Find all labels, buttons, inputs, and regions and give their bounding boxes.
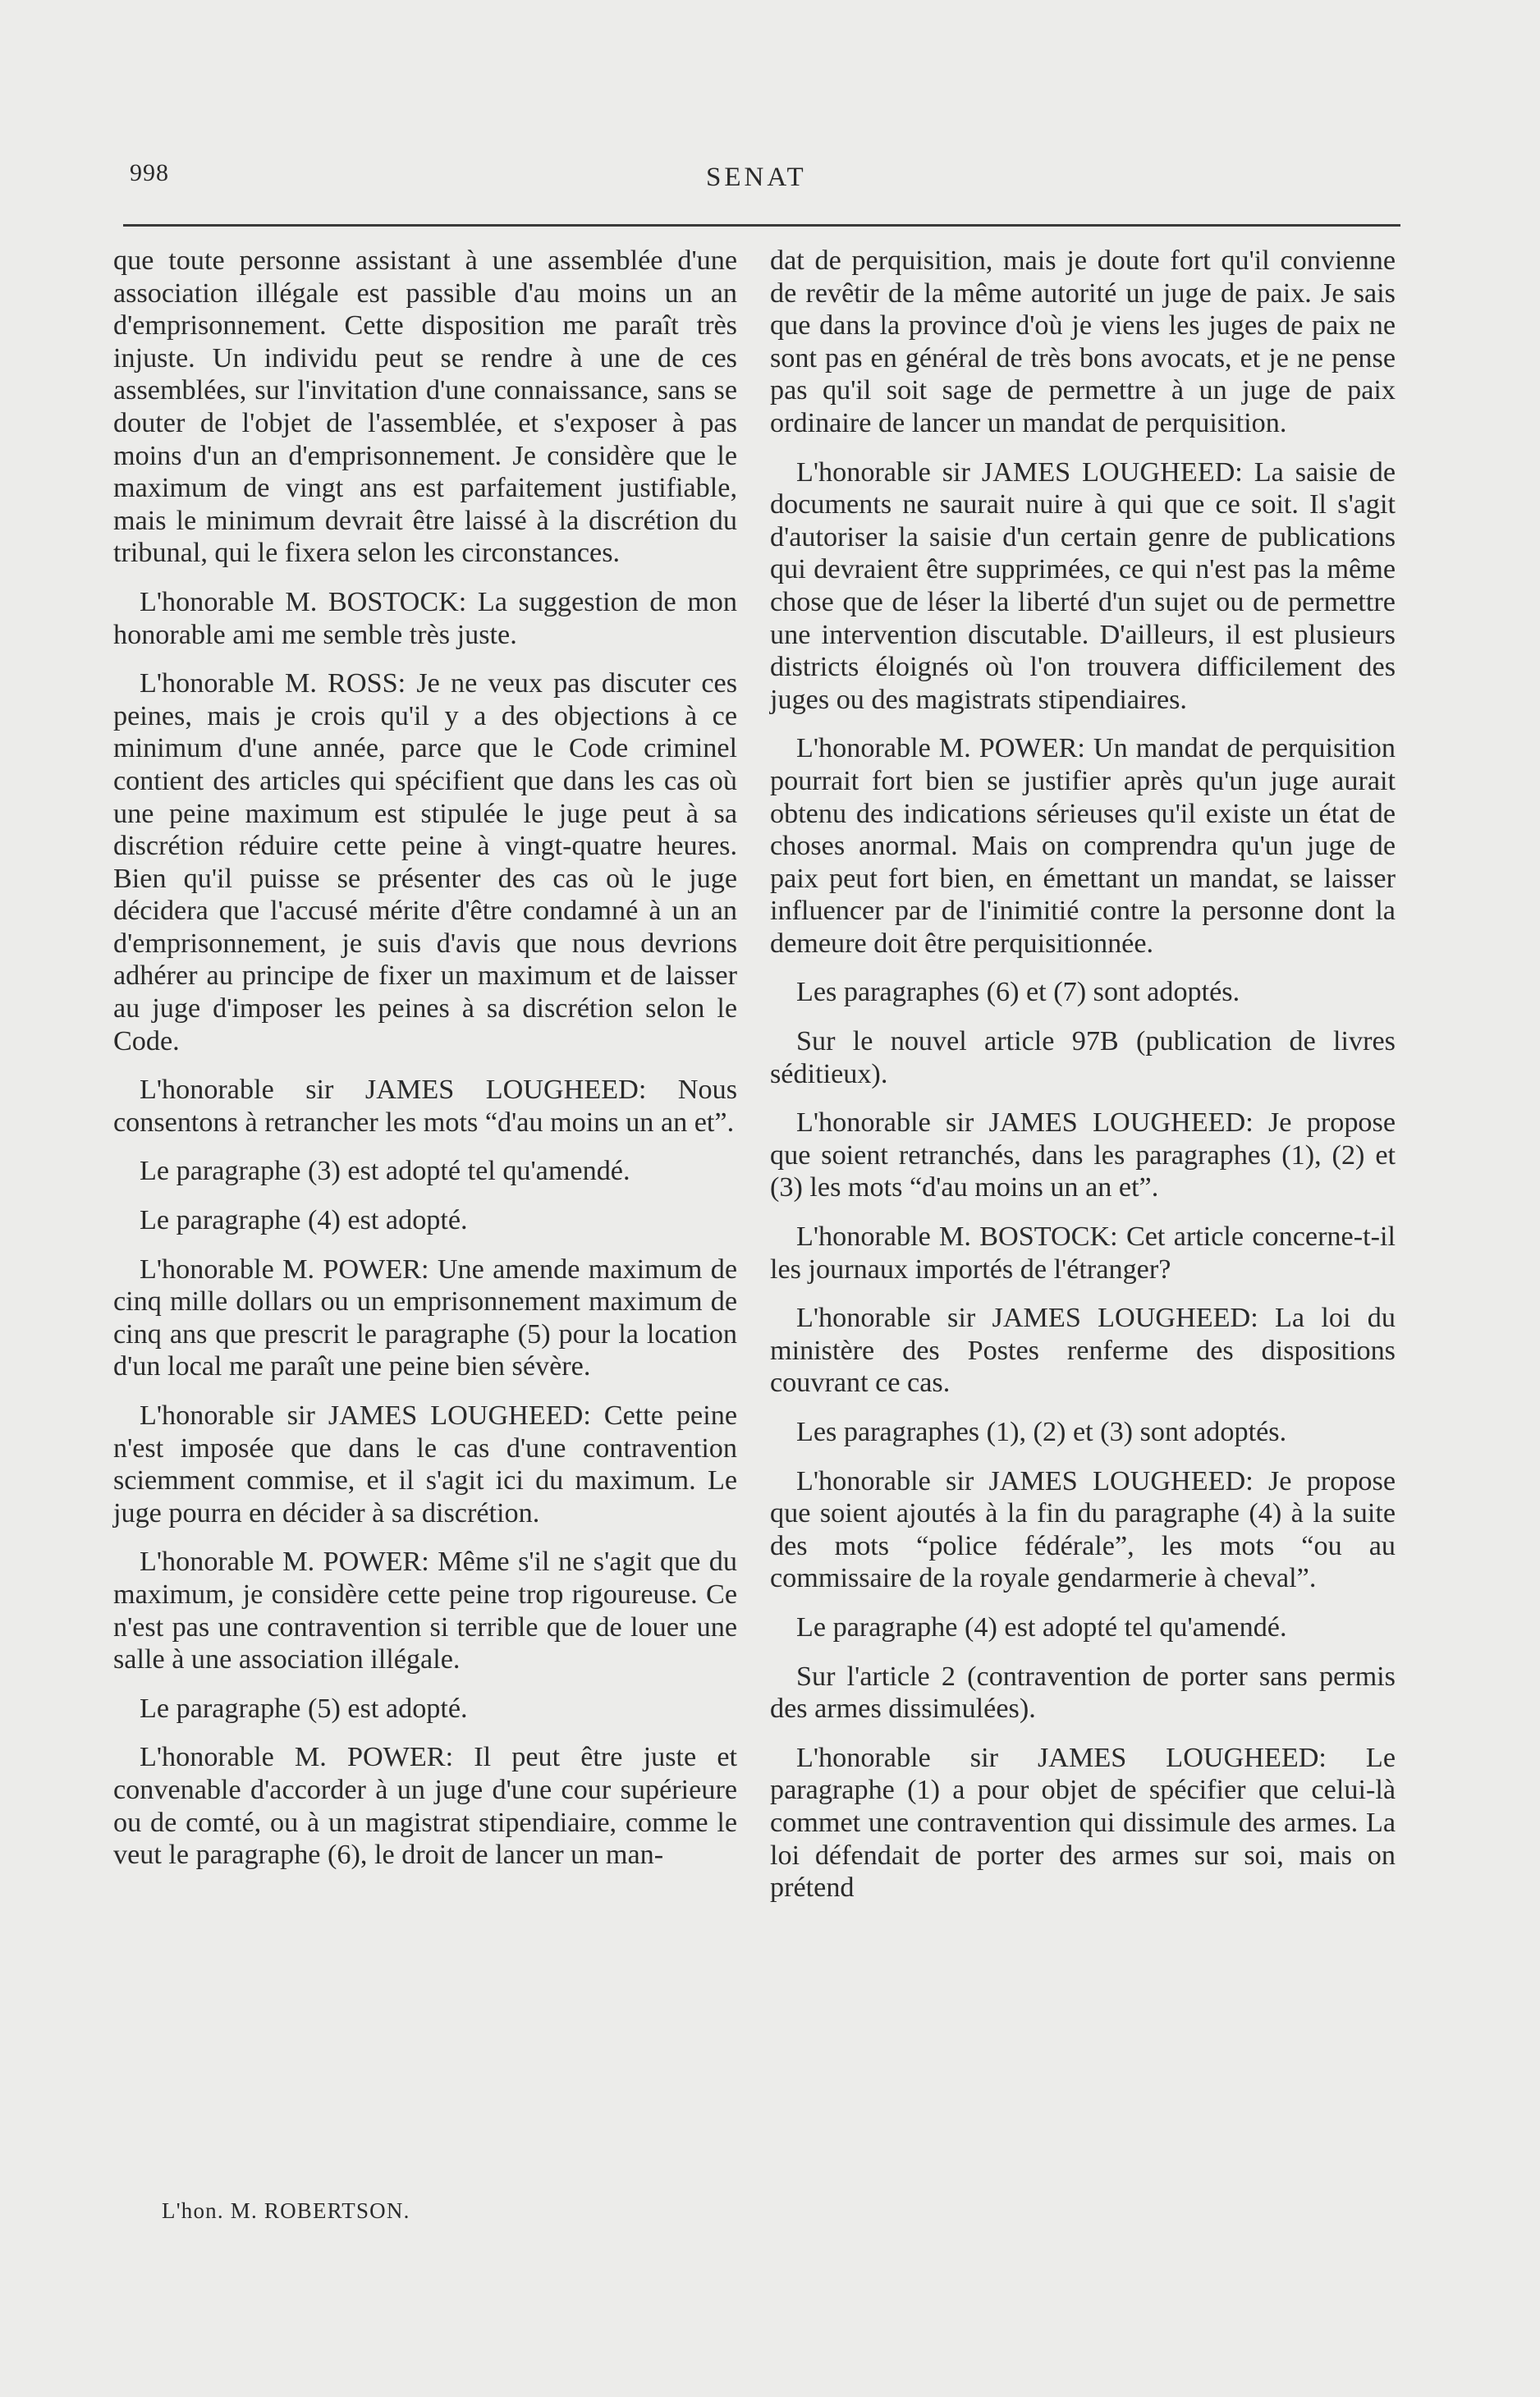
paragraph: Les paragraphes (1), (2) et (3) sont adoptés.	[796, 1417, 1287, 1447]
paragraph: L'honorable sir JAMES LOUGHEED: Nous consentons à retrancher les mots “d'au moins un an et”.	[113, 1075, 737, 1138]
paragraph: L'honorable M. ROSS: Je ne veux pas discuter ces peines, mais je crois qu'il y a des objections à ce minimum d'une année, parce que le Code criminel contient des articles qui spécifient que dans les cas où une peine maximum est stipulée le juge peut à sa discrétion réduire cette peine à vingt-quatre heures. Bien qu'il puisse se présenter des cas où le juge décidera que l'accusé mérite d'être condamné à un an d'emprisonnement, je suis d'avis que nous devrions adhérer au principe de fixer un maximum et de laisser au juge d'imposer les peines à sa discrétion selon le Code.	[113, 668, 737, 1056]
paragraph: Sur l'article 2 (contravention de porter sans permis des armes dissimulées).	[770, 1661, 1396, 1725]
header-rule	[123, 224, 1400, 227]
paragraph: L'honorable sir JAMES LOUGHEED: Je propose que soient ajoutés à la fin du paragraphe (4) à la suite des mots “police fédérale”, les mots “ou au commissaire de la royale gendarmerie à cheval”.	[770, 1465, 1396, 1594]
paragraph: L'honorable M. POWER: Même s'il ne s'agit que du maximum, je considère cette peine trop rigoureuse. Ce n'est pas une contravention si terrible que de louer une salle à une association illégale.	[113, 1547, 737, 1675]
paragraph: L'honorable sir JAMES LOUGHEED: Cette peine n'est imposée que dans le cas d'une contravention sciemment commise, et il s'agit ici du maximum. Le juge pourra en décider à sa discrétion.	[113, 1400, 737, 1528]
paragraph: L'honorable sir JAMES LOUGHEED: La loi du ministère des Postes renferme des dispositions couvrant ce cas.	[770, 1303, 1396, 1399]
paragraph: L'honorable M. BOSTOCK: Cet article concerne-t-il les journaux importés de l'étranger?	[770, 1221, 1396, 1285]
paragraph: L'honorable sir JAMES LOUGHEED: La saisie de documents ne saurait nuire à qui que ce soit. Il s'agit d'autoriser la saisie d'un certain genre de publications qui devraient être supprimées, ce qui n'est pas la même chose que de léser la liberté d'un sujet ou de permettre une intervention discutable. D'ailleurs, il est plusieurs districts éloignés où l'on trouvera difficilement des juges ou des magistrats stipendiaires.	[770, 456, 1396, 715]
paragraph: Le paragraphe (5) est adopté.	[140, 1693, 468, 1724]
paragraph: Les paragraphes (6) et (7) sont adoptés.	[796, 977, 1240, 1008]
paragraph: L'honorable M. POWER: Un mandat de perquisition pourrait fort bien se justifier après qu'un juge aurait obtenu des indications sérieuses qu'il existe un état de choses anormal. Mais on comprendra qu'un juge de paix peut fort bien, en émettant un mandat, se laisser influencer par de l'inimitié contre la personne dont la demeure doit être perquisitionnée.	[770, 733, 1396, 959]
paragraph: L'honorable M. POWER: Il peut être juste et convenable d'accorder à un juge d'une cour supérieure ou de comté, ou à un magistrat stipendiaire, comme le veut le paragraphe (6), le droit de lancer un man-	[113, 1742, 737, 1871]
footer-running-note: L'hon. M. ROBERTSON.	[162, 2198, 410, 2223]
paragraph: L'honorable M. POWER: Une amende maximum de cinq mille dollars ou un emprisonnement maximum de cinq ans que prescrit le paragraphe (5) pour la location d'un local me paraît une peine bien sévère.	[113, 1253, 737, 1382]
left-column	[113, 245, 737, 1888]
paragraph: Le paragraphe (4) est adopté.	[140, 1205, 468, 1236]
page-number: 998	[130, 159, 169, 186]
running-title: SENAT	[706, 163, 807, 192]
paragraph: Sur le nouvel article 97B (publication de livres séditieux).	[770, 1026, 1396, 1089]
paragraph: L'honorable M. BOSTOCK: La suggestion de mon honorable ami me semble très juste.	[113, 586, 737, 650]
right-column	[770, 245, 1396, 1921]
paragraph: L'honorable sir JAMES LOUGHEED: Le paragraphe (1) a pour objet de spécifier que celui-là commet une contravention qui dissimule des armes. La loi défendait de porter des armes sur soi, mais on prétend	[770, 1742, 1396, 1904]
paragraph: que toute personne assistant à une assemblée d'une association illégale est passible d'au moins un an d'emprisonnement. Cette disposition me paraît très injuste. Un individu peut se rendre à une de ces assemblées, sur l'invitation d'une connaissance, sans se douter de l'objet de l'assemblée, et s'exposer à pas moins d'un an d'emprisonnement. Je considère que le maximum de vingt ans est parfaitement justifiable, mais le minimum devrait être laissé à la discrétion du tribunal, qui le fixera selon les circonstances.	[113, 245, 737, 569]
paragraph: Le paragraphe (3) est adopté tel qu'amendé.	[140, 1156, 630, 1187]
paragraph: dat de perquisition, mais je doute fort qu'il convienne de revêtir de la même autorité un juge de paix. Je sais que dans la province d'où je viens les juges de paix ne sont pas en général de très bons avocats, et je ne pense pas qu'il soit sage de permettre à un juge de paix ordinaire de lancer un mandat de perquisition.	[770, 245, 1396, 438]
paragraph: L'honorable sir JAMES LOUGHEED: Je propose que soient retranchés, dans les paragraphes (1), (2) et (3) les mots “d'au moins un an et”.	[770, 1107, 1396, 1203]
paragraph: Le paragraphe (4) est adopté tel qu'amendé.	[796, 1611, 1287, 1643]
